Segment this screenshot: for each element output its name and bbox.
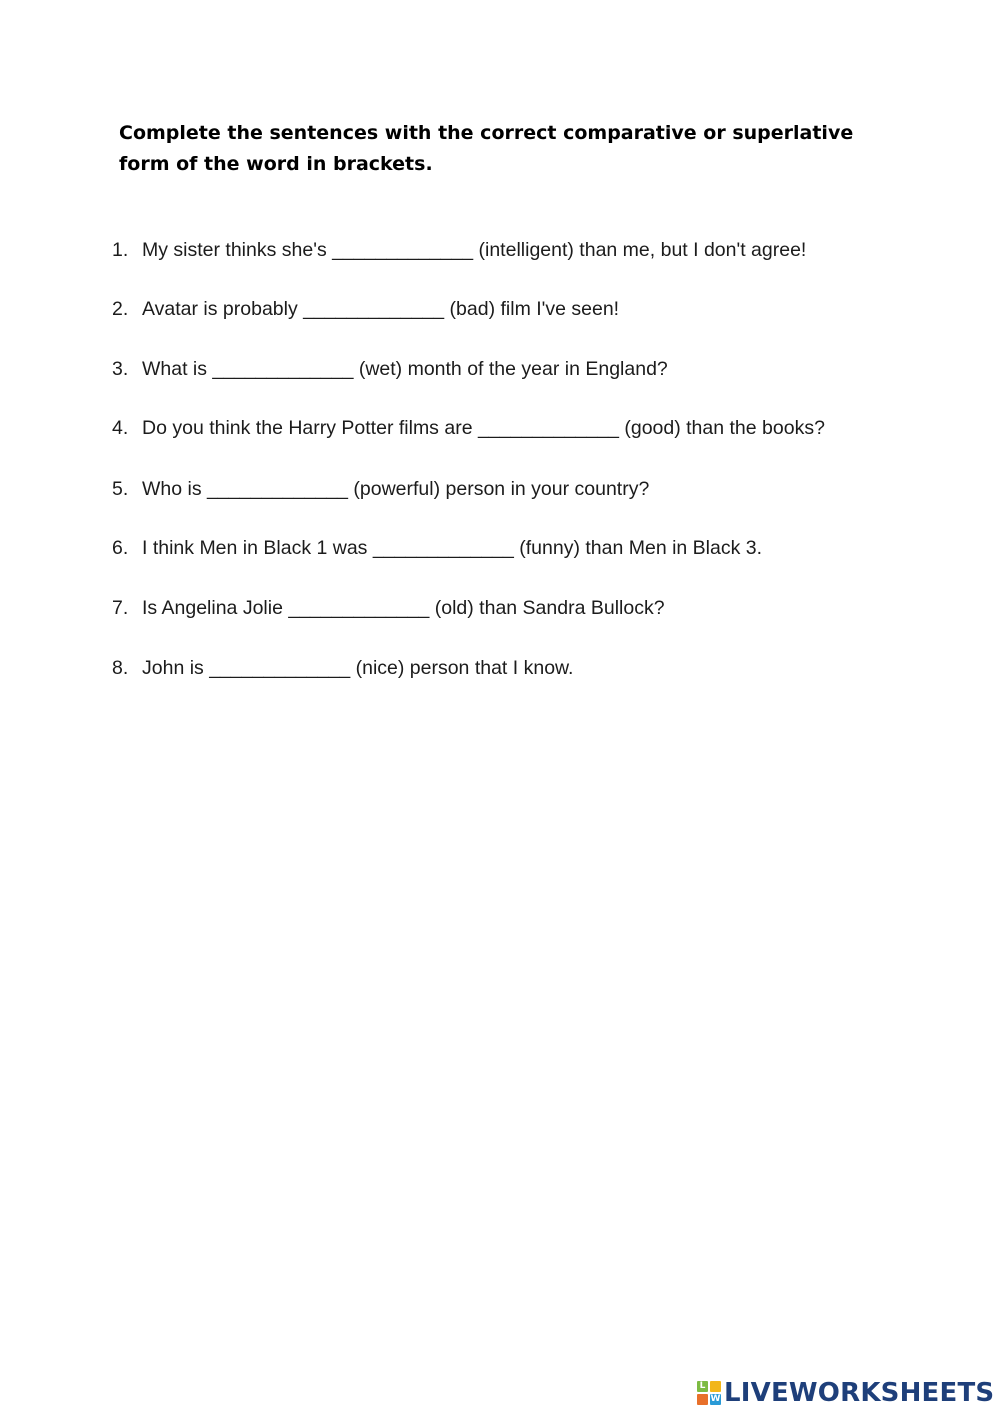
question-item: [112, 596, 665, 620]
question-text: Do you think the Harry Potter films are _____________ (good) than the books?: [142, 417, 825, 439]
question-number: 8.: [112, 657, 129, 679]
question-text: Who is _____________ (powerful) person in your country?: [142, 478, 650, 500]
question-item: [112, 477, 649, 501]
question-number: 1.: [112, 239, 129, 261]
question-item: [112, 238, 806, 262]
question-text: Avatar is probably _____________ (bad) film I've seen!: [142, 298, 620, 320]
question-number: 5.: [112, 478, 129, 500]
question-item: [112, 357, 668, 381]
question-text: What is _____________ (wet) month of the year in England?: [142, 358, 668, 380]
question-number: 7.: [112, 597, 129, 619]
question-text: Is Angelina Jolie _____________ (old) than Sandra Bullock?: [142, 597, 665, 619]
question-number: 6.: [112, 537, 129, 559]
liveworksheets-logo-icon: [697, 1381, 721, 1405]
logo-tile-orange: [697, 1394, 708, 1405]
question-item: [112, 297, 619, 321]
liveworksheets-logo: [697, 1376, 994, 1410]
logo-tile-blue: W: [710, 1394, 721, 1404]
question-text: My sister thinks she's _____________ (intelligent) than me, but I don't agree!: [142, 239, 807, 261]
question-number: 2.: [112, 298, 129, 320]
question-number: 3.: [112, 358, 129, 380]
question-text: I think Men in Black 1 was _____________ (funny) than Men in Black 3.: [142, 537, 763, 559]
logo-tile-yellow: [710, 1381, 721, 1392]
question-number: 4.: [112, 417, 129, 439]
question-text: John is _____________ (nice) person that I know.: [142, 657, 574, 679]
question-item: [112, 416, 825, 440]
question-item: [112, 536, 762, 560]
logo-wordmark: LIVEWORKSHEETS: [724, 1378, 995, 1408]
question-item: [112, 656, 573, 680]
instructions-heading: Complete the sentences with the correct comparative or superlative form of the word in brackets.: [119, 122, 854, 175]
logo-tile-green: L: [697, 1381, 708, 1392]
